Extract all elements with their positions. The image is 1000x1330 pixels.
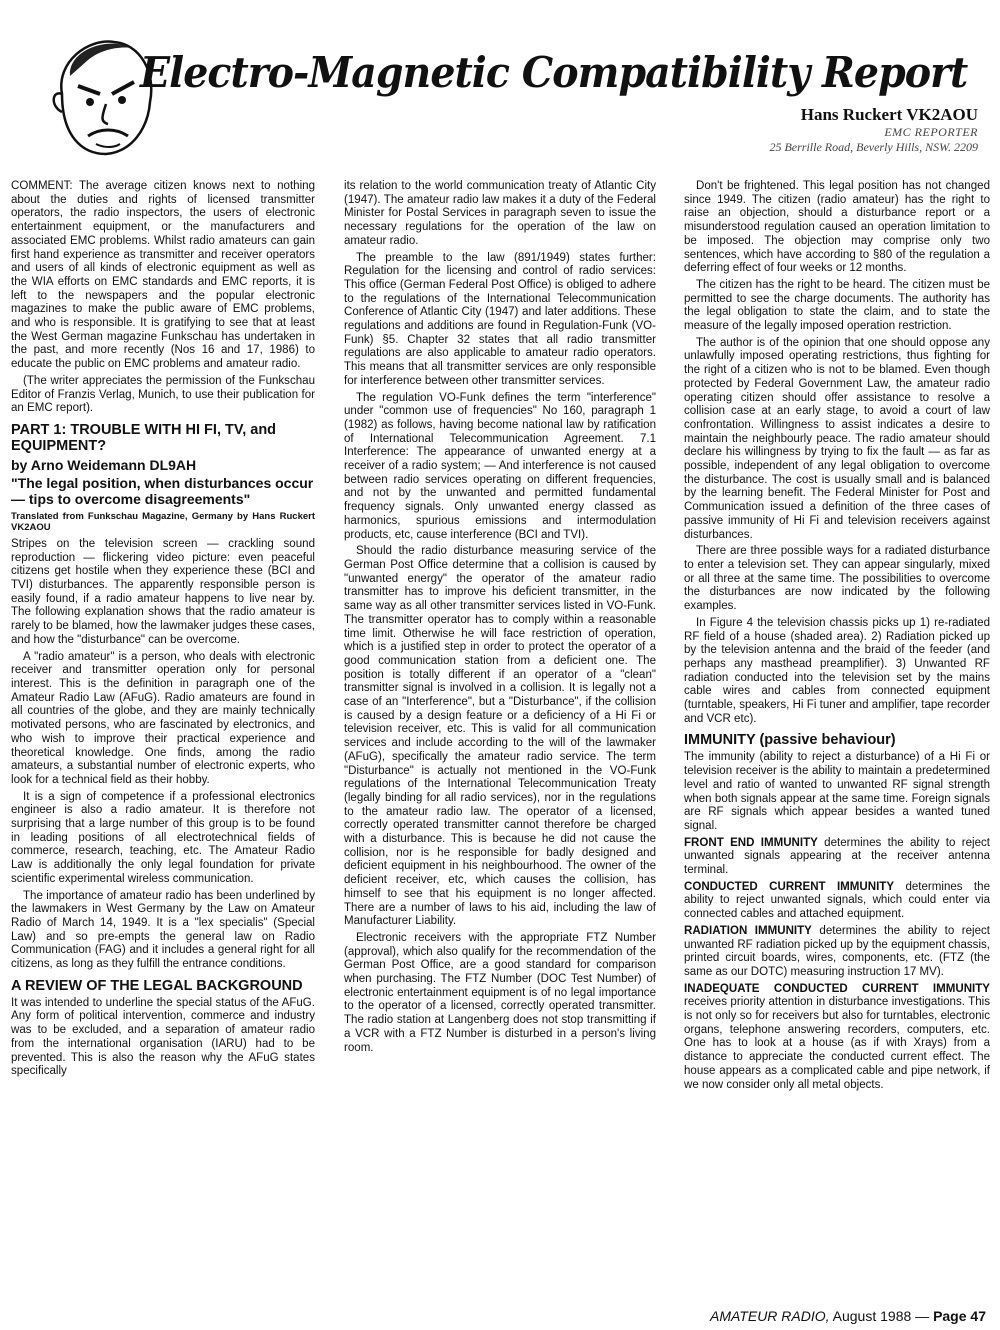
paragraph: The author is of the opinion that one should oppose any unlawfully imposed operating restrictions, thus fighting for the right of a citizen who is not to be blamed. Even though protected by Federal Government Law, the amateur radio operating citizen should offer assistance to resolve a collision case at an early stage, to avoid a court of law confrontation. Willingness to assist indicates a desire to maintain the neighbourly peace. The radio amateur should declare his willingness by trying to fix the fault — as far as possible, independent of any legal obligation to overcome the disturbance. The cost is usually small and is balanced by the learning benefit. The Federal Minister for Post and Communication issued a definition of the three cases of passive immunity of Hi Fi and television receivers against disturbances. bbox=[684, 336, 990, 541]
issue-date: August 1988 — bbox=[829, 1308, 934, 1324]
article-column-1 bbox=[11, 180, 315, 1298]
paragraph: The citizen has the right to be heard. The citizen must be permitted to see the charge documents. The authority has the legal obligation to state the claim, and to state the measure of the legally imposed operation restriction. bbox=[684, 278, 990, 333]
definition-text: determines the ability to reject unwanted RF radiation picked up by the equipment chassis, printed circuit boards, wires, components, etc. (FTZ (the same as our DOTC) measuring instruction 17 MV). bbox=[684, 924, 990, 978]
paragraph: (The writer appreciates the permission of the Funkschau Editor of Franzis Verlag, Munich, to use their publication for an EMC report). bbox=[11, 374, 315, 415]
paragraph: In Figure 4 the television chassis picks up 1) re-radiated RF field of a house (shaded area). 2) Radiation picked up by the television antenna and the braid of the feeder (and perhaps any masthead preamplifier). 3) Unwanted RF radiation conducted into the television set by the mains cable wires and cables from connected equipment (turntable, speakers, Hi Fi tuner and amplifier, tape recorder and VCR etc). bbox=[684, 616, 990, 725]
report-header bbox=[0, 0, 1000, 170]
paragraph: It was intended to underline the special status of the AFuG. Any form of political intervention, commerce and industry was to be excluded, and a separation of amateur radio from the international organisation (IARU) had to be prevented. This is also the reason why the AFuG states specifically bbox=[11, 996, 315, 1078]
paragraph: its relation to the world communication treaty of Atlantic City (1947). The amateur radio law makes it a duty of the Federal Minister for Postal Services in paragraph seven to issue the necessary regulations for the operation of the law on amateur radio. bbox=[344, 180, 656, 247]
definition-term: FRONT END IMMUNITY bbox=[684, 836, 818, 849]
section-heading: PART 1: TROUBLE WITH HI FI, TV, and EQUIPMENT? bbox=[11, 421, 277, 454]
paragraph: A "radio amateur" is a person, who deals with electronic receiver and transmitter operation only for personal interest. This is the definition in paragraph one of the Amateur Radio Law (AFuG). Radio amateurs are found in all countries of the globe, and they are mainly technically motivated persons, who are fascinated by electronics, and who wish to improve their practical experience and theoretical knowledge. One finds, among the radio amateurs, a substantial number of electronic experts, who look for a technical field as their hobby. bbox=[11, 650, 315, 786]
paragraph: It is a sign of competence if a professional electronics engineer is also a radio amateur. It is therefore not surprising that a large number of this group is to be found in leading positions of all electrotechnical fields of commerce, research, teaching, etc. The Amateur Radio Law is additionally the only legal foundation for private scientific experimental wireless communication. bbox=[11, 790, 315, 885]
paragraph: The immunity (ability to reject a disturbance) of a Hi Fi or television receiver is the ability to maintain a predetermined level and ratio of wanted to unwanted RF signal strength when both signals appear at the same time. Foreign signals are RF signals which appear besides a wanted tuned signal. bbox=[684, 751, 990, 832]
definition-term: CONDUCTED CURRENT IMMUNITY bbox=[684, 880, 895, 893]
definition-paragraph bbox=[684, 925, 990, 980]
definition-text: determines the ability to reject unwanted signals, which could enter via connected cables and attached equipment. bbox=[684, 880, 990, 921]
byline bbox=[769, 105, 978, 155]
article-column-3 bbox=[684, 180, 990, 1298]
paragraph: Electronic receivers with the appropriate FTZ Number (approval), which also qualify for the recommendation of the German Post Office, are a good standard for comparison when purchasing. The FTZ Number (DOC Test Number) of electronic entertainment equipment is of no legal importance to the operator of a licensed, correctly operated transmitter. The radio station at Langenberg does not stop transmitting if a VCR with a FTZ Number is disturbed in a person's living room. bbox=[344, 931, 656, 1054]
definition-text: determines the ability to reject unwanted signals appearing at the receiver antenna terminal. bbox=[684, 836, 990, 877]
report-title: Electro-Magnetic Compatibility Report bbox=[140, 48, 968, 97]
definition-term: INADEQUATE CONDUCTED CURRENT IMMUNITY bbox=[684, 982, 990, 995]
page-footer bbox=[710, 1308, 986, 1324]
section-heading: IMMUNITY (passive behaviour) bbox=[684, 732, 896, 749]
article-subtitle: "The legal position, when disturbances occur — tips to overcome disagreements" bbox=[11, 474, 314, 507]
definition-paragraph bbox=[684, 983, 990, 1093]
definition-term: RADIATION IMMUNITY bbox=[684, 924, 812, 937]
author-name: Hans Ruckert VK2AOU bbox=[800, 105, 978, 124]
paragraph: Should the radio disturbance measuring service of the German Post Office determine that a collision is caused by "unwanted energy" the operator of the amateur radio transmitter has to improve his deficient transmitter, in the same way as all other transmitter services listed in VO-Funk. The transmitter operator has to comply within a reasonable time limit. Otherwise he will face restriction of operation, which is a justified step in order to protect the operator of a good communication station from a deficient one. The position is totally different if an operator of a "clean" transmitter signal is involved in a collision. It is legally not a case of an "Interference", but a "Disturbance", if the collision is caused by a design feature or a deficiency of a Hi Fi or television receiver, etc. This is valid for all communication services and include according to the will of the lawmaker (AFuG), specifically the amateur radio service. The term "Disturbance" is actually not mentioned in the VO-Funk regulations of the International Telecommunication Treaty (legally binding for all radio services), nor in the regulations to the amateur radio law. The operator of a licensed, correctly operated transmitter cannot therefore be charged with a disturbance. This is because he did not cause the collision, nor is he responsible for badly designed and deficient equipment in his neighbourhood. The owner of the deficient receiver, etc, which causes the collision, has himself to see that his equipment is no longer affected. There are a number of laws to his aid, including the law of Manufacturer Liability. bbox=[344, 545, 656, 928]
paragraph: The preamble to the law (891/1949) states further: Regulation for the licensing and control of radio services: This office (German Federal Post Office) is obliged to adhere to the regulations of the International Telecommunication Conference of Atlantic City (1947) and later additions. These regulations and additions are found in Regulation-Funk (VO-Funk) §5. Chapter 32 states that all radio transmitter regulations are also applicable to amateur radio operators. This means that all transmitter services are only responsible for interference between other transmitter services. bbox=[344, 251, 656, 387]
paragraph: The regulation VO-Funk defines the term "interference" under "common use of frequencies" No 160, paragraph 1 (1982) as follows, having become national law by ratification of International Telecommunication Agreement. 7.1 Interference: The appearance of unwanted energy at a receiver of a radio system; — And interference is not caused between radio services operating on different frequencies, and not by the unwanted and permitted fundamental frequency signals. Only unwanted energy classed as harmonics, spurious emissions and intermodulation products, etc, cause interference (BCI and TVI). bbox=[344, 391, 656, 541]
author-byline: by Arno Weidemann DL9AH bbox=[11, 456, 197, 473]
paragraph: There are three possible ways for a radiated disturbance to enter a television set. They can appear singularly, mixed or all three at the same time. The possibilities to overcome the disturbances are now indicated by the following examples. bbox=[684, 545, 990, 613]
section-heading: A REVIEW OF THE LEGAL BACKGROUND bbox=[11, 977, 303, 994]
translation-credit: Translated from Funkschau Magazine, Germany by Hans Ruckert VK2AOU bbox=[11, 510, 315, 533]
paragraph: Don't be frightened. This legal position has not changed since 1949. The citizen (radio amateur) has the right to raise an objection, should a disturbance report or a misunderstood regulation caused an operation limitation to be imposed. The objection may comprise only two sentences, which have according to §80 of the regulation a deferring effect of four weeks or 12 months. bbox=[684, 180, 990, 275]
definition-paragraph bbox=[684, 881, 990, 922]
page-number: Page 47 bbox=[933, 1308, 986, 1324]
definition-text: receives priority attention in disturbance investigations. This is not only so for receivers but also for turntables, electronic organs, telephone answering recorders, computers, etc. One has to look at a house (as if with Xrays) from a distance to appreciate the conducted current effect. The house appears as a complicated cable and pipe network, if we now consider only all metal objects. bbox=[684, 996, 990, 1091]
article-column-2 bbox=[344, 180, 656, 1298]
magazine-name: AMATEUR RADIO, bbox=[710, 1308, 830, 1324]
definition-paragraph bbox=[684, 837, 990, 878]
author-address: 25 Berrille Road, Beverly Hills, NSW. 2209 bbox=[769, 140, 978, 154]
author-role: EMC REPORTER bbox=[884, 125, 978, 139]
paragraph: COMMENT: The average citizen knows next to nothing about the duties and rights of licensed transmitter operators, the radio inspectors, the users of electronic entertainment equipment, or the manufacturers and associated EMC problems. Whilst radio amateurs can gain first hand experience as transmitter and receiver operators and users of all kinds of electronic equipment as well as the WIA efforts on EMC standards and EMC reports, it is left to the newspapers and the popular electronic magazines to make the public aware of EMC problems, and who is responsible. It is gratifying to see that at least the West German magazine Funkschau has undertaken in the past, and more recently (Nos 16 and 17, 1986) to educate the public on EMC problems and amateur radio. bbox=[11, 180, 315, 371]
paragraph: Stripes on the television screen — crackling sound reproduction — flickering video picture: even peaceful citizens get hostile when they experience these (BCI and TVI) disturbances. The apparently responsible person is easily found, if a radio amateur happens to live near by. The following explanation shows that the radio amateur is rarely to be blamed, how the lawmaker judges these cases, and how the "disturbance" can be overcome. bbox=[11, 537, 315, 646]
paragraph: The importance of amateur radio has been underlined by the lawmakers in West Germany by the Law on Amateur Radio of March 14, 1949. It is a "lex specialis" (Special Law) and so pre-empts the general law on Radio Communication (FAG) and it includes a general right for all citizens, as long as they fulfill the entrance conditions. bbox=[11, 889, 315, 971]
